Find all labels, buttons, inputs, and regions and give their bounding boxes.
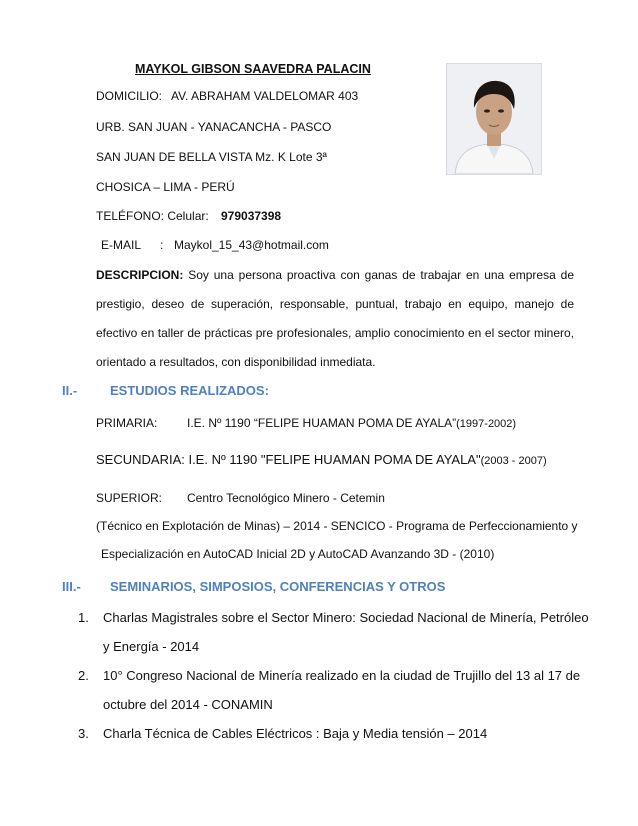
descripcion-text: Soy una persona proactiva con ganas de trabajar en una empresa de prestigio, deseo de superación, responsable, puntual, trabajo en equipo, manejo de efectivo en taller de prácticas pre profesionales, amplio conocimiento en el sector minero, orientado a resultados, con disponibilidad inmediata. [96,268,574,369]
primaria-years: (1997-2002) [456,418,517,430]
list-item-text: Charla Técnica de Cables Eléctricos : Baja y Media tensión – 2014 [103,726,488,741]
section-number-seminarios: III.- [62,579,81,594]
secundaria-school: SECUNDARIA: I.E. Nº 1190 "FELIPE HUAMAN POMA DE AYALA" [96,452,481,467]
domicilio-value: AV. ABRAHAM VALDELOMAR 403 [171,89,359,103]
list-item-text: 10° Congreso Nacional de Minería realizado en la ciudad de Trujillo del 13 al 17 de [103,668,581,683]
superior-value: Centro Tecnológico Minero - Cetemin [187,491,385,505]
list-item-number: 2. [78,668,89,683]
cv-name: MAYKOL GIBSON SAAVEDRA PALACIN [135,62,371,76]
telefono-value: 979037398 [221,209,282,223]
section-title-seminarios: SEMINARIOS, SIMPOSIOS, CONFERENCIAS Y OTROS [110,579,446,594]
profile-photo [446,63,542,175]
primaria-value [187,416,516,430]
primaria-label: PRIMARIA: [96,416,158,430]
superior-line-3: Especialización en AutoCAD Inicial 2D y AutoCAD Avanzando 3D - (2010) [101,547,495,561]
section-title-estudios: ESTUDIOS REALIZADOS: [110,383,269,398]
profile-photo-illustration [447,64,541,174]
address-line-4: CHOSICA – LIMA - PERÚ [96,180,235,194]
descripcion-paragraph [96,261,574,377]
list-item-number: 1. [78,610,89,625]
address-line-2: URB. SAN JUAN - YANACANCHA - PASCO [96,120,332,134]
superior-label: SUPERIOR: [96,491,163,505]
section-number-estudios: II.- [62,383,78,398]
domicilio-label: DOMICILIO: [96,89,163,103]
email-separator: : [160,238,164,252]
address-line-3: SAN JUAN DE BELLA VISTA Mz. K Lote 3ª [96,150,327,164]
list-item-number: 3. [78,726,89,741]
telefono-label: TELÉFONO: Celular: [96,209,209,223]
primaria-school: I.E. Nº 1190 “FELIPE HUAMAN POMA DE AYALA” [187,416,457,430]
list-item-text-continued: octubre del 2014 - CONAMIN [103,697,273,712]
superior-line-2: (Técnico en Explotación de Minas) – 2014 - SENCICO - Programa de Perfeccionamiento y [96,519,578,533]
list-item-text: Charlas Magistrales sobre el Sector Minero: Sociedad Nacional de Minería, Petróleo [103,610,589,625]
secundaria-line [96,452,547,467]
email-value[interactable]: Maykol_15_43@hotmail.com [174,238,329,252]
descripcion-label: DESCRIPCION: [96,268,184,282]
secundaria-years: (2003 - 2007) [480,455,547,467]
email-label: E-MAIL [101,238,142,252]
list-item-text-continued: y Energía - 2014 [103,639,200,654]
